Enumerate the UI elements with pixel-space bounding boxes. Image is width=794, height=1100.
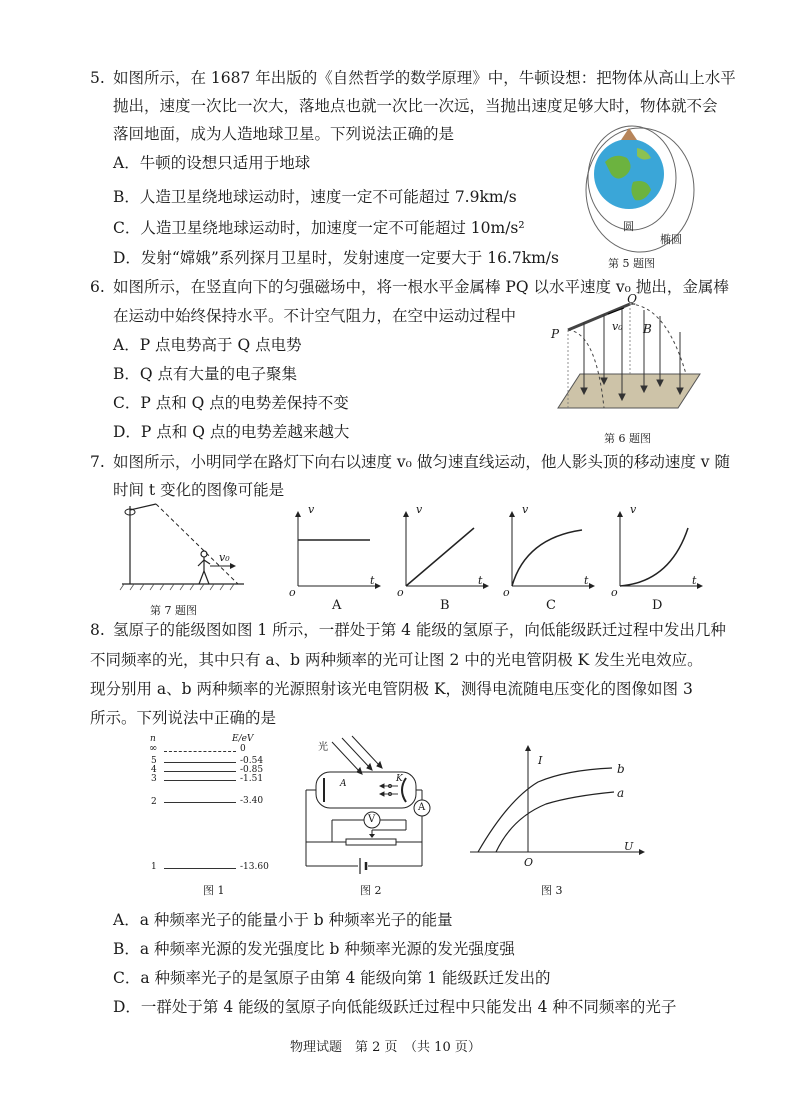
graph-b-axis-v: v (416, 503, 423, 516)
curve-concave-down (512, 530, 582, 586)
light-rays-icon (332, 736, 382, 774)
q6-label-b: B (643, 322, 652, 336)
q6-stem-line-1: 如图所示，在竖直向下的匀强磁场中，将一根水平金属棒 PQ 以水平速度 v₀ 抛出，金属棒 (113, 278, 729, 296)
graph-b-axis-t: t (478, 574, 483, 587)
fig3-iu-graph (462, 742, 650, 868)
graph-a-label: A (332, 598, 342, 613)
graph-a-origin: o (289, 586, 296, 599)
graph-b-origin: o (397, 586, 404, 599)
q7-figure-caption: 第 7 题图 (150, 604, 197, 617)
graph-a (298, 512, 380, 586)
fig2-voltmeter-label: V (368, 814, 376, 825)
q6-number: 6. (90, 278, 105, 296)
graph-a-axis-t: t (370, 574, 375, 587)
fig2-light-label: 光 (318, 742, 328, 753)
mountain-icon (621, 128, 637, 140)
curve-linear (406, 528, 474, 586)
curve-concave-up (620, 528, 688, 586)
graph-d-axis-t: t (692, 574, 697, 587)
q6-stem-line-2: 在运动中始终保持水平。不计空气阻力，在空中运动过程中 (113, 307, 517, 325)
fig1-level-2-n: 2 (151, 797, 157, 807)
fig1-level-5-e: -0.54 (240, 756, 264, 766)
fig1-level-2-e: -3.40 (240, 796, 264, 806)
graph-d (620, 512, 702, 586)
q6-option-b: B．Q 点有大量的电子聚集 (113, 365, 298, 383)
q8-stem-line-4: 所示。下列说法中正确的是 (90, 709, 277, 727)
fig1-level-2-line (164, 802, 236, 803)
fig1-level-1-line (164, 868, 236, 869)
q5-label-circle: 圆 (623, 220, 634, 233)
fig3-label-b: b (617, 762, 625, 776)
graph-d-axis-v: v (630, 503, 637, 516)
q6-label-v0: v₀ (612, 320, 623, 333)
q7-velocity-graphs (286, 506, 772, 600)
fig1-level-5-line (164, 762, 236, 763)
q6-label-q: Q (627, 292, 637, 306)
fig1-level-1-e: -13.60 (240, 862, 269, 872)
q8-stem-line-2: 不同频率的光，其中只有 a、b 两种频率的光可让图 2 中的光电管阴极 K 发生光电效应。 (90, 651, 703, 669)
fig1-level-4-e: -0.85 (240, 765, 264, 775)
fig1-level-4-n: 4 (151, 765, 157, 775)
q8-option-a: A．a 种频率光子的能量小于 b 种频率光子的能量 (113, 911, 453, 929)
q6-option-d: D．P 点和 Q 点的电势差越来越大 (113, 423, 350, 441)
person-icon (198, 551, 210, 584)
fig3-caption: 图 3 (541, 884, 563, 897)
graph-c-label: C (546, 598, 556, 613)
graph-b-label: B (440, 598, 450, 613)
graph-c-axis-t: t (584, 574, 589, 587)
q8-stem-line-1: 氢原子的能级图如图 1 所示，一群处于第 4 能级的氢原子，向低能级跃迁过程中发出几种 (113, 621, 726, 639)
fig1-level-5-n: 5 (151, 756, 157, 766)
fig1-caption: 图 1 (203, 884, 225, 897)
q7-stem-line-2: 时间 t 变化的图像可能是 (113, 481, 285, 499)
graph-a-axis-v: v (308, 503, 315, 516)
q7-label-v0: v₀ (219, 551, 230, 564)
q5-stem-line-1: 如图所示，在 1687 年出版的《自然哲学的数学原理》中，牛顿设想：把物体从高山上水平 (113, 69, 736, 87)
fig1-level-3-n: 3 (151, 774, 157, 784)
fig1-e-header: E/eV (232, 734, 254, 744)
q5-number: 5. (90, 69, 105, 87)
q5-label-ellipse: 椭圆 (660, 233, 682, 246)
fig3-origin: O (524, 856, 534, 869)
q8-option-c: C．a 种频率光子的是氢原子由第 4 能级向第 1 能级跃迁发出的 (113, 969, 551, 987)
fig3-axis-u: U (624, 840, 634, 853)
light-ray (156, 504, 238, 584)
fig1-level-3-line (164, 780, 236, 781)
fig2-caption: 图 2 (360, 884, 382, 897)
q5-figure-caption: 第 5 题图 (608, 257, 655, 270)
graph-c-origin: o (503, 586, 510, 599)
q5-option-b: B．人造卫星绕地球运动时，速度一定不可能超过 7.9km/s (113, 188, 517, 206)
curve-b (478, 768, 612, 852)
graph-b (406, 512, 488, 586)
earth-icon (594, 139, 664, 209)
q8-number: 8. (90, 621, 105, 639)
q8-stem-line-3: 现分别用 a、b 两种频率的光源照射该光电管阴极 K，测得电流随电压变化的图像如图 3 (90, 680, 693, 698)
q5-stem-line-3: 落回地面，成为人造地球卫星。下列说法正确的是 (113, 125, 455, 143)
fig3-label-a: a (617, 786, 625, 800)
rheostat-icon (346, 839, 396, 845)
graph-d-label: D (652, 598, 663, 613)
q6-figure-caption: 第 6 题图 (604, 432, 651, 445)
fig1-n-header: n (150, 734, 156, 744)
graph-c (512, 512, 594, 586)
fig1-level-inf-e: 0 (240, 744, 246, 754)
q6-label-p: P (551, 327, 560, 341)
q7-streetlamp-figure (118, 500, 248, 592)
q8-option-b: B．a 种频率光源的发光强度比 b 种频率光源的发光强度强 (113, 940, 515, 958)
fig2-ammeter-label: A (418, 802, 426, 813)
fig2-anode-label: A (340, 779, 347, 789)
q6-option-a: A．P 点电势高于 Q 点电势 (113, 336, 302, 354)
fig3-axis-i: I (538, 754, 543, 767)
fig1-level-4-line (164, 771, 236, 772)
q8-option-d: D．一群处于第 4 能级的氢原子向低能级跃迁过程中只能发出 4 种不同频率的光子 (113, 998, 677, 1016)
q6-option-c: C．P 点和 Q 点的电势差保持不变 (113, 394, 349, 412)
graph-d-origin: o (611, 586, 618, 599)
fig1-level-inf-line (164, 751, 236, 752)
page-footer: 物理试题 第 2 页 （共 10 页） (290, 1040, 481, 1055)
curve-a (496, 792, 614, 852)
q7-stem-line-1: 如图所示，小明同学在路灯下向右以速度 v₀ 做匀速直线运动，他人影头顶的移动速度 v 随 (113, 453, 730, 471)
q6-magnetic-field-figure (548, 292, 708, 428)
q5-option-c: C．人造卫星绕地球运动时，加速度一定不可能超过 10m/s² (113, 219, 525, 237)
fig1-level-3-e: -1.51 (240, 774, 264, 784)
fig1-level-1-n: 1 (151, 862, 157, 872)
q5-option-a: A．牛顿的设想只适用于地球 (113, 154, 311, 172)
fig1-level-inf-n: ∞ (149, 743, 158, 754)
q5-stem-line-2: 抛出，速度一次比一次大，落地点也就一次比一次远，当抛出速度足够大时，物体就不会 (113, 97, 718, 115)
q7-number: 7. (90, 453, 105, 471)
graph-c-axis-v: v (522, 503, 529, 516)
q5-option-d: D．发射“嫦娥”系列探月卫星时，发射速度一定要大于 16.7km/s (113, 249, 559, 267)
fig2-cathode-label: K (396, 774, 403, 784)
